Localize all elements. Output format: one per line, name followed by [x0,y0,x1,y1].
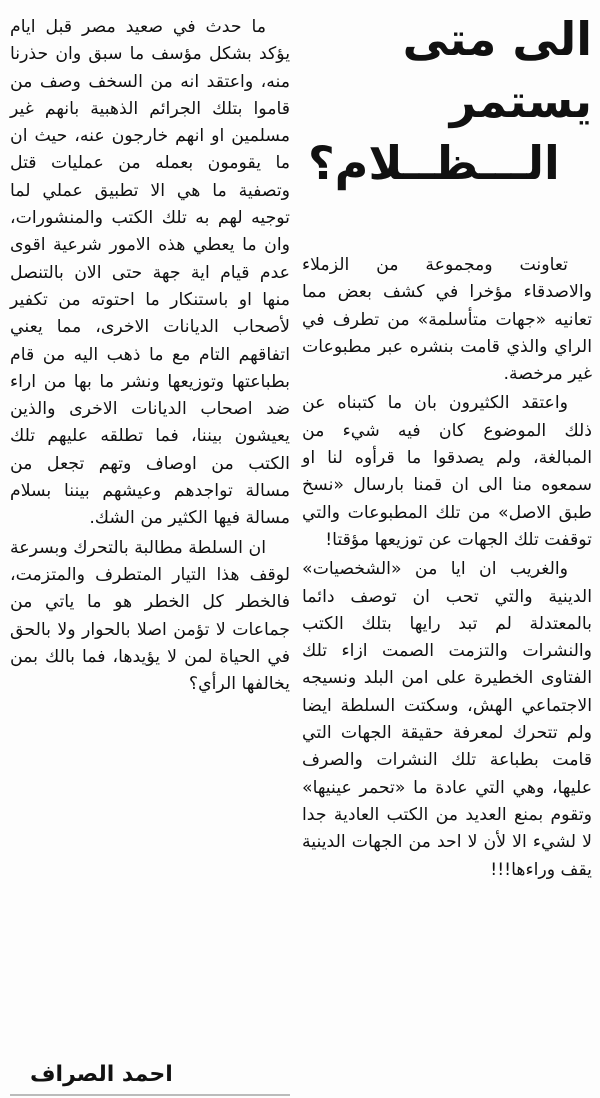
paragraph: ما حدث في صعيد مصر قبل ايام يؤكد بشكل مؤسف ما سبق وان حذرنا منه، واعتقد انه من السخف وصف من قاموا بتلك الجرائم الذهبية بانهم غير مسلمين او انهم خارجون عنه، حيث ان ما يقومون بعمله من عمليات قتل وتصفية ما هي الا تطبيق عملي لما توجيه لهم به تلك الكتب والمنشورات، وان ما يعطي هذه الامور شرعية اقوى عدم قيام اية جهة حتى الان بالتنصل منها او باستنكار ما احتوته من تكفير لأصحاب الديانات الاخرى، مما يعني اتفاقهم التام مع ما ذهب اليه من قام بطباعتها وتوزيعها ونشر ما بها من اراء ضد اصحاب الديانات الاخرى والذين يعيشون بيننا، فما تطلقه عليهم تلك الكتب من اوصاف وتهم تجعل من مسالة تواجدهم وعيشهم بيننا بسلام مسالة فيها الكثير من الشك. [10,17,290,529]
left-column [10,14,290,698]
author-byline: احمد الصراف [30,1062,173,1087]
article-headline [302,0,592,194]
bottom-rule [10,1094,290,1096]
headline-line-2: الـــظــلام؟ [308,136,560,190]
right-column [302,0,592,884]
headline-line-1: الى متى يستمر [402,12,592,128]
paragraph: تعاونت ومجموعة من الزملاء والاصدقاء مؤخرا في كشف بعض مما تعانيه «جهات متأسلمة» من تطرف في الراي والذي قامت بنشره عبر مطبوعات غير مرخصة. [302,255,592,385]
headline-gap [302,194,592,252]
paragraph: والغريب ان ايا من «الشخصيات» الدينية والتي تحب ان توصف دائما بالمعتدلة لم تبد رايها بتلك الكتب والنشرات والتزمت الصمت ازاء تلك الفتاوى الخطيرة على امن البلد ونسيجه الاجتماعي الهش، وسكتت السلطة ايضا ولم تتحرك لمعرفة حقيقة الجهات التي قامت بطباعة تلك النشرات والصرف عليها، وهي التي عادة ما «تحمر عينيها» وتقوم بمنع العديد من الكتب العادية جدا لا لشيء الا لأن لا احد من الجهات الدينية يقف وراءها!!! [302,559,592,880]
paragraph: ان السلطة مطالبة بالتحرك وبسرعة لوقف هذا التيار المتطرف والمتزمت، فالخطر كل الخطر هو ما ياتي من جماعات لا تؤمن اصلا بالحوار ولا بالحق في الحياة لمن لا يؤيدها، فما بالك بمن يخالفها الرأي؟ [10,537,290,695]
paragraph: واعتقد الكثيرون بان ما كتبناه عن ذلك الموضوع كان فيه شيء من المبالغة، ولم يصدقوا ما قرأوه لنا او سمعوه منا الى ان قمنا بارسال «نسخ طبق الاصل» من تلك المطبوعات والتي توقفت تلك الجهات عن توزيعها مؤقتا! [302,393,592,550]
